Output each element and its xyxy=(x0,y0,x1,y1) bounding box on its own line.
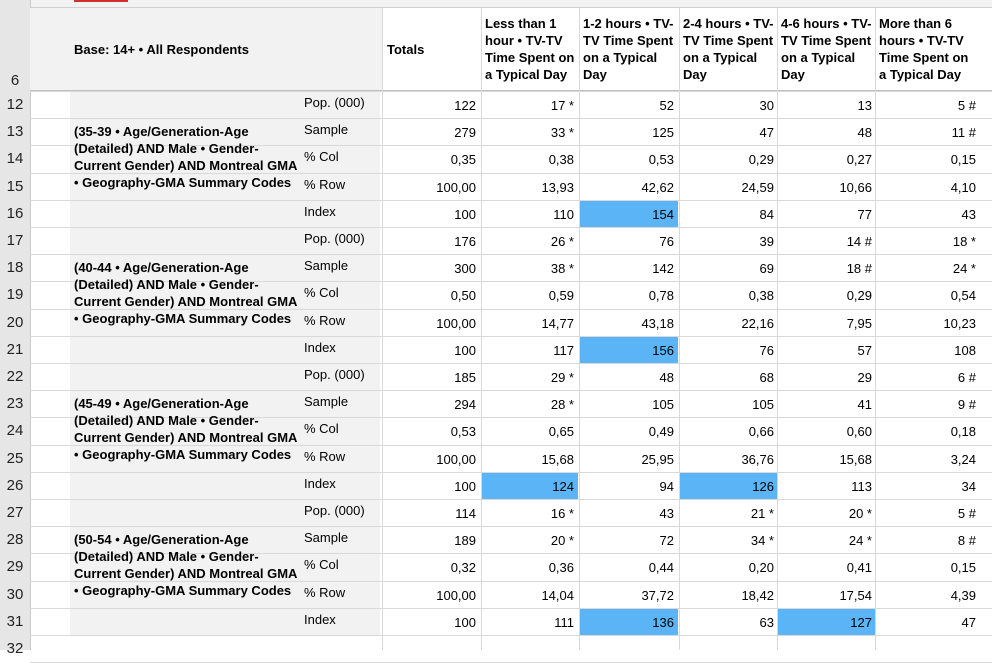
table-cell[interactable]: 0,32 xyxy=(450,560,476,576)
row-number[interactable]: 17 xyxy=(6,232,24,249)
row-gridline xyxy=(30,363,992,364)
table-cell[interactable]: 0,38 xyxy=(748,288,774,304)
metric-label[interactable]: % Col xyxy=(304,149,339,165)
red-marker xyxy=(74,0,128,2)
metric-label[interactable]: % Col xyxy=(304,285,339,301)
metric-label[interactable]: Pop. (000) xyxy=(304,503,365,518)
table-cell[interactable]: 48 xyxy=(659,370,674,385)
table-cell[interactable]: 76 xyxy=(759,342,774,358)
table-cell[interactable]: 14 # xyxy=(846,234,872,249)
table-cell[interactable]: 100,00 xyxy=(436,587,476,603)
table-cell[interactable]: 4,39 xyxy=(950,587,976,603)
metric-label[interactable]: % Col xyxy=(304,421,339,437)
table-cell[interactable]: 189 xyxy=(454,533,476,549)
table-cell[interactable]: 142 xyxy=(652,261,674,277)
table-cell[interactable]: 94 xyxy=(659,478,674,494)
table-cell[interactable]: 38 * xyxy=(550,261,574,277)
metric-label[interactable]: Index xyxy=(304,611,336,627)
table-cell[interactable]: 24,59 xyxy=(741,179,774,195)
table-cell[interactable]: 17,54 xyxy=(839,587,872,603)
metric-label[interactable]: % Row xyxy=(304,312,346,328)
table-cell[interactable]: 18 # xyxy=(846,261,872,277)
row-number[interactable]: 24 xyxy=(6,422,24,440)
row-number[interactable]: 27 xyxy=(6,504,24,521)
table-cell[interactable]: 117 xyxy=(553,342,574,358)
table-cell[interactable]: 20 * xyxy=(550,533,574,549)
table-cell[interactable]: 300 xyxy=(454,261,476,277)
table-cell[interactable]: 37,72 xyxy=(641,587,674,603)
row-number[interactable]: 28 xyxy=(6,531,24,549)
row-number[interactable]: 32 xyxy=(6,640,24,657)
table-cell[interactable]: 0,36 xyxy=(548,560,574,576)
table-cell[interactable]: 39 xyxy=(759,234,774,249)
table-cell[interactable]: 29 xyxy=(857,370,872,385)
metric-label[interactable]: Sample xyxy=(304,258,349,274)
column-gridline xyxy=(579,8,580,650)
table-cell[interactable]: 0,66 xyxy=(748,424,774,440)
table-cell[interactable]: 0,15 xyxy=(950,152,976,168)
table-cell[interactable]: 63 xyxy=(759,614,774,630)
table-cell[interactable]: 42,62 xyxy=(641,179,674,195)
column-header[interactable]: Less than 1 hour • TV-TV Time Spent on a Typical Day xyxy=(485,16,575,82)
row-gridline xyxy=(30,254,992,255)
table-cell[interactable]: 4,10 xyxy=(950,179,976,195)
table-cell[interactable]: 110 xyxy=(553,206,574,222)
table-cell[interactable]: 100 xyxy=(454,342,476,358)
table-cell[interactable]: 7,95 xyxy=(846,315,872,331)
column-header[interactable]: 1-2 hours • TV- TV Time Spent on a Typical Day xyxy=(583,16,674,82)
row-gridline xyxy=(30,227,992,228)
table-cell[interactable]: 47 xyxy=(759,125,774,141)
table-cell[interactable]: 18 * xyxy=(952,234,976,249)
table-cell[interactable]: 0,38 xyxy=(548,152,574,168)
table-cell[interactable]: 125 xyxy=(652,125,674,141)
group-label[interactable]: (40-44 • Age/Generation-Age (Detailed) AND Male • Gender-Current Gender) AND Montreal GMA • Geography-GMA Summary Codes xyxy=(74,260,297,326)
row-gridline xyxy=(30,336,992,337)
metric-label[interactable]: Sample xyxy=(304,530,349,546)
table-cell[interactable]: 14,04 xyxy=(541,587,574,603)
group-label[interactable]: (50-54 • Age/Generation-Age (Detailed) AND Male • Gender-Current Gender) AND Montreal GMA • Geography-GMA Summary Codes xyxy=(74,532,297,598)
table-cell[interactable]: 122 xyxy=(454,98,476,113)
table-cell[interactable]: 3,24 xyxy=(950,451,976,467)
table-cell[interactable]: 8 # xyxy=(957,533,976,549)
row-number[interactable]: 20 xyxy=(6,313,24,331)
table-cell[interactable]: 36,76 xyxy=(741,451,774,467)
table-cell[interactable]: 114 xyxy=(455,506,476,521)
table-cell[interactable]: 0,15 xyxy=(950,560,976,576)
row-gridline xyxy=(30,472,992,473)
table-cell[interactable]: 100,00 xyxy=(436,451,476,467)
row-gridline xyxy=(30,118,992,119)
table-cell[interactable]: 0,49 xyxy=(648,424,674,440)
table-cell[interactable]: 17 * xyxy=(550,98,574,113)
table-cell[interactable]: 26 * xyxy=(550,234,574,249)
row-gridline xyxy=(30,200,992,201)
table-cell[interactable]: 72 xyxy=(659,533,674,549)
table-cell[interactable]: 29 * xyxy=(550,370,574,385)
row-number[interactable]: 6 xyxy=(10,72,20,89)
row-gridline xyxy=(30,499,992,500)
table-cell[interactable]: 279 xyxy=(454,125,476,141)
table-cell[interactable]: 21 * xyxy=(750,506,774,521)
metric-label[interactable]: % Row xyxy=(304,176,346,192)
row-number[interactable]: 25 xyxy=(6,449,24,467)
table-cell[interactable]: 48 xyxy=(857,125,872,141)
table-cell[interactable]: 15,68 xyxy=(839,451,872,467)
metric-label[interactable]: Index xyxy=(304,339,336,355)
table-cell[interactable]: 15,68 xyxy=(541,451,574,467)
table-cell[interactable]: 13 xyxy=(857,98,872,113)
metric-label[interactable]: % Row xyxy=(304,448,346,464)
table-cell[interactable]: 20 * xyxy=(848,506,872,521)
table-cell[interactable]: 100,00 xyxy=(436,315,476,331)
table-cell[interactable]: 25,95 xyxy=(641,451,674,467)
column-gridline xyxy=(875,8,876,650)
metric-label[interactable]: % Row xyxy=(304,584,346,600)
table-cell[interactable]: 105 xyxy=(752,397,774,413)
table-cell[interactable]: 9 # xyxy=(957,397,976,413)
row-number[interactable]: 30 xyxy=(6,585,24,603)
header-gridline xyxy=(30,90,992,91)
table-cell[interactable]: 10,23 xyxy=(943,315,976,331)
table-cell[interactable]: 28 * xyxy=(550,397,574,413)
table-cell[interactable]: 10,66 xyxy=(839,179,872,195)
row-number[interactable]: 14 xyxy=(6,150,24,168)
base-label[interactable]: Base: 14+ • All Respondents xyxy=(74,42,249,57)
metric-label[interactable]: Sample xyxy=(304,122,349,138)
table-cell[interactable]: 0,53 xyxy=(648,152,674,168)
row-gridline xyxy=(30,608,992,609)
metric-label[interactable]: Pop. (000) xyxy=(304,367,365,382)
table-cell[interactable]: 156 xyxy=(652,342,674,358)
row-number[interactable]: 18 xyxy=(6,259,24,277)
table-cell[interactable]: 77 xyxy=(857,206,872,222)
table-cell[interactable]: 6 # xyxy=(957,370,976,385)
column-header[interactable]: More than 6 hours • TV-TV Time Spent on a Typical Day xyxy=(879,16,969,82)
table-cell[interactable]: 16 * xyxy=(550,506,574,521)
table-cell[interactable]: 0,29 xyxy=(748,152,774,168)
row-gridline xyxy=(30,91,992,92)
row-number[interactable]: 12 xyxy=(6,96,24,113)
column-gridline xyxy=(481,8,482,650)
table-cell[interactable]: 34 xyxy=(961,478,976,494)
group-label[interactable]: (45-49 • Age/Generation-Age (Detailed) AND Male • Gender-Current Gender) AND Montreal GMA • Geography-GMA Summary Codes xyxy=(74,396,297,462)
row-number[interactable]: 26 xyxy=(6,476,24,494)
table-cell[interactable]: 108 xyxy=(954,342,976,358)
row-number[interactable]: 13 xyxy=(6,123,24,141)
table-cell[interactable]: 84 xyxy=(759,206,774,222)
metric-label[interactable]: Pop. (000) xyxy=(304,231,365,246)
table-cell[interactable]: 68 xyxy=(759,370,774,385)
table-cell[interactable]: 22,16 xyxy=(741,315,774,331)
table-cell[interactable]: 0,41 xyxy=(846,560,872,576)
table-cell[interactable]: 18,42 xyxy=(741,587,774,603)
column-gridline xyxy=(679,8,680,650)
table-cell[interactable]: 176 xyxy=(454,234,476,249)
table-cell[interactable]: 47 xyxy=(961,614,976,630)
table-cell[interactable]: 69 xyxy=(759,261,774,277)
table-cell[interactable]: 0,60 xyxy=(846,424,872,440)
table-cell[interactable]: 126 xyxy=(752,478,774,494)
table-cell[interactable]: 0,65 xyxy=(548,424,574,440)
table-cell[interactable]: 33 * xyxy=(550,125,574,141)
row-gridline xyxy=(30,635,992,636)
table-cell[interactable]: 100 xyxy=(454,478,476,494)
table-cell[interactable]: 0,59 xyxy=(548,288,574,304)
column-header[interactable]: 2-4 hours • TV- TV Time Spent on a Typical Day xyxy=(683,16,774,82)
table-cell[interactable]: 185 xyxy=(454,370,476,385)
table-cell[interactable]: 111 xyxy=(554,614,574,630)
table-cell[interactable]: 100 xyxy=(454,614,476,630)
table-cell[interactable]: 0,20 xyxy=(748,560,774,576)
table-cell[interactable]: 136 xyxy=(652,614,674,630)
row-number[interactable]: 29 xyxy=(6,558,24,576)
table-cell[interactable]: 0,18 xyxy=(950,424,976,440)
table-cell[interactable]: 100,00 xyxy=(436,179,476,195)
table-cell[interactable]: 52 xyxy=(659,98,674,113)
table-cell[interactable]: 43 xyxy=(961,206,976,222)
table-cell[interactable]: 0,35 xyxy=(450,152,476,168)
metric-label[interactable]: % Col xyxy=(304,557,339,573)
row-gridline xyxy=(30,526,992,527)
table-cell[interactable]: 0,53 xyxy=(450,424,476,440)
table-cell[interactable]: 43,18 xyxy=(641,315,674,331)
row-number[interactable]: 19 xyxy=(6,286,24,304)
column-header[interactable]: 4-6 hours • TV- TV Time Spent on a Typical Day xyxy=(781,16,872,82)
row-number[interactable]: 31 xyxy=(6,612,24,630)
table-cell[interactable]: 76 xyxy=(659,234,674,249)
table-cell[interactable]: 0,27 xyxy=(846,152,872,168)
row-number[interactable]: 16 xyxy=(6,204,24,222)
row-number[interactable]: 15 xyxy=(6,177,24,195)
top-strip xyxy=(30,0,992,8)
totals-header[interactable]: Totals xyxy=(387,42,425,57)
table-cell[interactable]: 124 xyxy=(552,478,574,494)
table-cell[interactable]: 0,29 xyxy=(846,288,872,304)
metric-label[interactable]: Index xyxy=(304,475,336,491)
column-gridline xyxy=(382,8,383,650)
table-cell[interactable]: 5 # xyxy=(957,506,976,521)
metric-label[interactable]: Index xyxy=(304,203,336,219)
table-cell[interactable]: 43 xyxy=(659,506,674,521)
row-number[interactable]: 22 xyxy=(6,368,24,385)
table-cell[interactable]: 0,78 xyxy=(648,288,674,304)
table-cell[interactable]: 14,77 xyxy=(541,315,574,331)
table-cell[interactable]: 100 xyxy=(454,206,476,222)
table-cell[interactable]: 113 xyxy=(851,478,872,494)
table-cell[interactable]: 11 # xyxy=(951,125,976,141)
row-number[interactable]: 21 xyxy=(6,340,24,358)
table-cell[interactable]: 13,93 xyxy=(541,179,574,195)
table-cell[interactable]: 41 xyxy=(857,397,872,413)
table-cell[interactable]: 154 xyxy=(652,206,674,222)
table-cell[interactable]: 105 xyxy=(652,397,674,413)
table-cell[interactable]: 34 * xyxy=(750,533,774,549)
table-cell[interactable]: 0,54 xyxy=(950,288,976,304)
metric-label[interactable]: Pop. (000) xyxy=(304,95,365,110)
table-cell[interactable]: 57 xyxy=(857,342,872,358)
table-cell[interactable]: 30 xyxy=(759,98,774,113)
table-cell[interactable]: 127 xyxy=(850,614,872,630)
group-label[interactable]: (35-39 • Age/Generation-Age (Detailed) AND Male • Gender-Current Gender) AND Montreal GMA • Geography-GMA Summary Codes xyxy=(74,124,297,190)
table-cell[interactable]: 24 * xyxy=(848,533,872,549)
metric-label[interactable]: Sample xyxy=(304,394,349,410)
table-cell[interactable]: 0,44 xyxy=(648,560,674,576)
table-cell[interactable]: 294 xyxy=(454,397,476,413)
row-gridline xyxy=(30,390,992,391)
column-gridline xyxy=(777,8,778,650)
table-cell[interactable]: 5 # xyxy=(957,98,976,113)
table-cell[interactable]: 0,50 xyxy=(450,288,476,304)
row-number[interactable]: 23 xyxy=(6,395,24,413)
table-cell[interactable]: 24 * xyxy=(952,261,976,277)
